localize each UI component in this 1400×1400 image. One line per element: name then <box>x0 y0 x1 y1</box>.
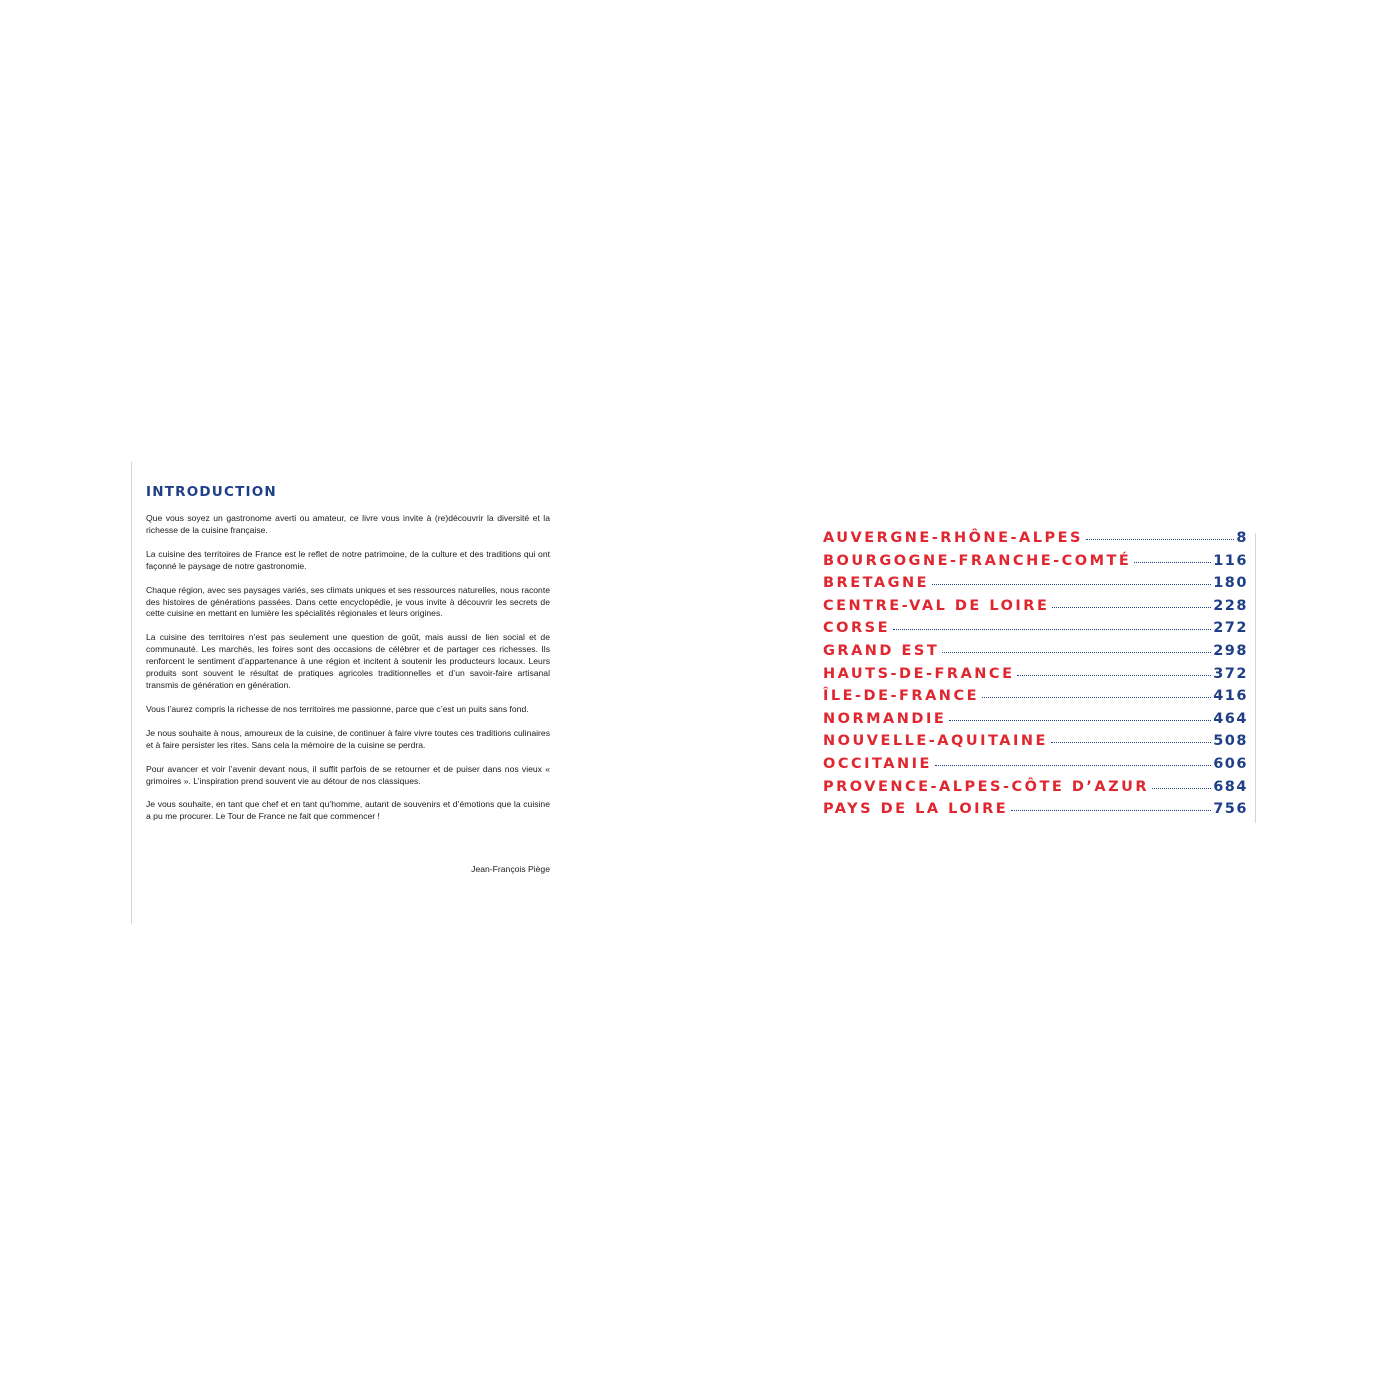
toc-dot-leader <box>1086 538 1234 540</box>
toc-dot-leader <box>1134 561 1211 563</box>
toc-entry[interactable] <box>823 733 1248 756</box>
toc-dot-leader <box>935 764 1211 766</box>
toc-dot-leader <box>893 628 1211 630</box>
toc-region-name: CORSE <box>823 620 890 637</box>
toc-page-number: 116 <box>1213 552 1248 569</box>
toc-page-number: 606 <box>1213 755 1248 772</box>
intro-paragraph: Chaque région, avec ses paysages variés, ses climats uniques et ses ressources naturelles, nous raconte des histoires de générations passées. Dans cette encyclopédie, je vous invite à découvrir les secrets de cette cuisine en mettant en lumière les spécialités régionales et leurs origines. <box>146 584 550 619</box>
toc-dot-leader <box>1017 674 1211 676</box>
toc-dot-leader <box>1011 809 1211 811</box>
toc-dot-leader <box>982 696 1211 698</box>
toc-page-number: 272 <box>1213 620 1248 637</box>
introduction-section <box>146 484 550 874</box>
toc-region-name: BOURGOGNE-FRANCHE-COMTÉ <box>823 552 1132 569</box>
toc-page-number: 372 <box>1213 665 1248 682</box>
intro-paragraph: La cuisine des territoires n’est pas seulement une question de goût, mais aussi de lien social et de communauté. Les marchés, les foires sont des occasions de célébrer et de partager ces richesses. Ils renforcent le sentiment d’appartenance à une région et incitent à soutenir les producteurs locaux. Leurs produits sont souvent le résultat de pratiques agricoles traditionnelles et d’un savoir-faire artisanal transmis de génération en génération. <box>146 632 550 690</box>
toc-page-number: 508 <box>1213 733 1248 750</box>
toc-dot-leader <box>942 651 1211 653</box>
toc-entry[interactable] <box>823 801 1248 824</box>
toc-entry[interactable] <box>823 530 1248 553</box>
toc-region-name: OCCITANIE <box>823 755 932 772</box>
toc-dot-leader <box>1051 741 1211 743</box>
toc-region-name: CENTRE-VAL DE LOIRE <box>823 597 1050 614</box>
toc-page-number: 416 <box>1213 688 1248 705</box>
intro-paragraph: La cuisine des territoires de France est le reflet de notre patrimoine, de la culture et des traditions qui ont façonné le paysage de notre gastronomie. <box>146 548 550 571</box>
toc-page-number: 180 <box>1213 575 1248 592</box>
toc-dot-leader <box>1052 606 1211 608</box>
toc-region-name: NORMANDIE <box>823 710 947 727</box>
toc-region-name: NOUVELLE-AQUITAINE <box>823 733 1048 750</box>
toc-region-name: AUVERGNE-RHÔNE-ALPES <box>823 530 1083 546</box>
toc-region-name: HAUTS-DE-FRANCE <box>823 665 1015 682</box>
right-page-margin-rule <box>1255 533 1256 823</box>
toc-dot-leader <box>932 583 1211 585</box>
intro-paragraph: Que vous soyez un gastronome averti ou amateur, ce livre vous invite à (re)découvrir la diversité et la richesse de la cuisine française. <box>146 513 550 535</box>
intro-paragraph: Je nous souhaite à nous, amoureux de la cuisine, de continuer à faire vivre toutes ces traditions culinaires et à faire persister les rites. Sans cela la mémoire de la cuisine se perdra. <box>146 727 550 750</box>
toc-dot-leader <box>1152 787 1211 789</box>
toc-entry[interactable] <box>823 711 1248 734</box>
toc-region-name: BRETAGNE <box>823 575 930 592</box>
toc-region-name: PAYS DE LA LOIRE <box>823 801 1009 818</box>
toc-entry[interactable] <box>823 643 1248 666</box>
toc-region-name: ÎLE-DE-FRANCE <box>823 688 979 705</box>
toc-page-number: 684 <box>1213 778 1248 795</box>
toc-page-number: 228 <box>1213 597 1248 614</box>
intro-paragraph: Je vous souhaite, en tant que chef et en tant qu’homme, autant de souvenirs et d’émotions que la cuisine a pu me procurer. Le Tour de France ne fait que commencer ! <box>146 799 550 822</box>
toc-region-name: GRAND EST <box>823 642 940 659</box>
table-of-contents <box>823 530 1248 824</box>
toc-region-name: PROVENCE-ALPES-CÔTE D’AZUR <box>823 778 1150 795</box>
left-page-margin-rule <box>131 462 132 924</box>
toc-entry[interactable] <box>823 620 1248 643</box>
toc-entry[interactable] <box>823 688 1248 711</box>
toc-entry[interactable] <box>823 598 1248 621</box>
toc-dot-leader <box>949 719 1211 721</box>
intro-paragraph: Vous l’aurez compris la richesse de nos territoires me passionne, parce que c’est un puits sans fond. <box>146 703 529 714</box>
toc-page-number: 464 <box>1213 710 1248 727</box>
introduction-title: INTRODUCTION <box>146 484 277 500</box>
intro-paragraph: Pour avancer et voir l’avenir devant nous, il suffit parfois de se retourner et de puiser dans nos vieux « grimoires ». L’inspiration prend souvent vie au détour de nos classiques. <box>146 763 550 786</box>
toc-page-number: 756 <box>1213 801 1248 818</box>
toc-entry[interactable] <box>823 756 1248 779</box>
toc-page-number: 298 <box>1213 642 1248 659</box>
toc-entry[interactable] <box>823 575 1248 598</box>
toc-entry[interactable] <box>823 553 1248 576</box>
toc-entry[interactable] <box>823 666 1248 689</box>
author-signature: Jean-François Piège <box>471 864 550 875</box>
toc-entry[interactable] <box>823 779 1248 802</box>
toc-page-number: 8 <box>1236 530 1248 546</box>
